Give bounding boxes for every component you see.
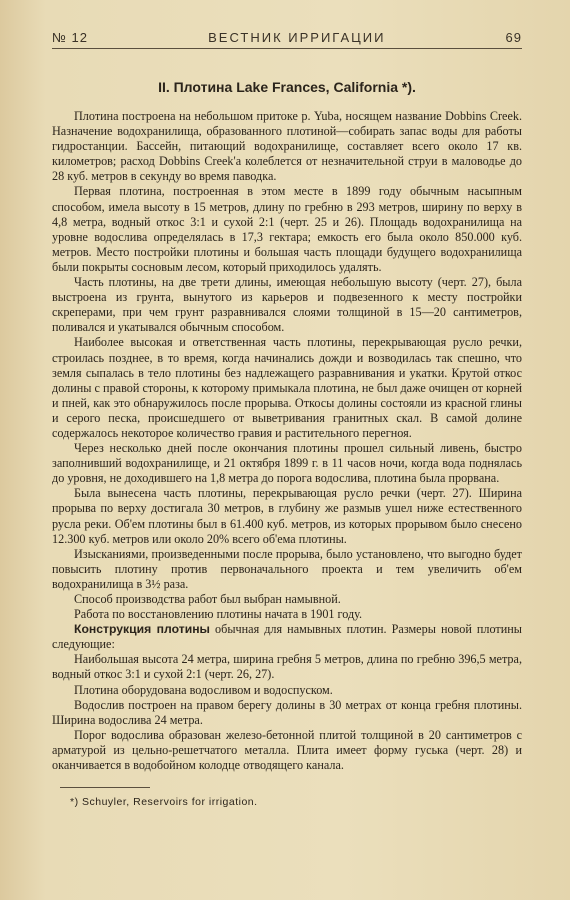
footnote: *) Schuyler, Reservoirs for irrigation.: [70, 796, 258, 809]
journal-title: ВЕСТНИК ИРРИГАЦИИ: [208, 30, 386, 45]
paragraph: Изысканиями, произведенными после прорыва, было установлено, что выгодно будет повысить плотину против первоначального проекта и тем увеличить об'ем водохранилища в 3½ раза.: [52, 546, 522, 591]
paragraph: Плотина построена на небольшом притоке р. Yuba, носящем название Dobbins Creek. Назначение водохранилища, образованного плотиной—собирать запас воды для работы гидростанции. Бассейн, питающий водохранилище, составляет всего около 17 кв. километров; расход Dobbins Creek'а колеблется от незначительной струи в маловодье до 28 куб. метров в секунду во время паводка.: [52, 109, 522, 184]
paragraph: Плотина оборудована водосливом и водоспуском.: [74, 682, 333, 697]
article-body: [52, 109, 522, 773]
construction-paragraph: [52, 622, 522, 652]
section-title: II. Плотина Lake Frances, California *).: [158, 79, 416, 95]
paragraph: Через несколько дней после окончания плотины прошел сильный ливень, быстро заполнивший водохранилище, и 21 октября 1899 г. в 11 часов ночи, когда вода поднялась до уровня, не доходившего на 1,8 метра до порога водослива, плотина была прорвана.: [52, 441, 522, 486]
paragraph: Водослив построен на правом берегу долины в 30 метрах от конца гребня плотины. Ширина водослива 24 метра.: [52, 697, 522, 727]
paragraph: Часть плотины, на две трети длины, имеющая небольшую высоту (черт. 27), была выстроена из грунта, вынутого из карьеров и подвезенного к месту постройки скреперами, при чем грунт разравнивался слоями толщиной в 15—20 сантиметров, поливался и укатывался обычным способом.: [52, 275, 522, 335]
construction-lead: обычная для намывных плотин. Размеры новой плотины следующие:: [52, 622, 522, 652]
paragraph: Первая плотина, построенная в этом месте в 1899 году обычным насыпным способом, имела высоту в 15 метров, длину по гребню в 293 метров, ширину по верху в 4,8 метра, водный откос 3:1 и сухой 2:1 (черт. 25 и 26). Площадь водохранилища на уровне водослива определялась в 17,3 гектара; емкость его была около 850.000 куб. метров. Место постройки плотины и большая часть площади будущего водохранилища были покрыты сосновым лесом, который приходилось удалять.: [52, 184, 522, 274]
paragraph: Наиболее высокая и ответственная часть плотины, перекрывающая русло речки, строилась позднее, в то время, когда начинались дожди и возводилась так спешно, что земля сыпалась в тело плотины без надлежащего разравнивания и укатки. Крутой откос долины с правой стороны, к которому примыкала плотина, не был даже очищен от корней и пней, как это обнаружилось после прорыва. Откосы долины состояли из красной глины и серого песка, происшедшего от выветривания гранитных скал. В самой долине содержалось некоторое количество гравия и растительного перегноя.: [52, 335, 522, 440]
paragraph: Была вынесена часть плотины, перекрывающая русло речки (черт. 27). Ширина прорыва по верху достигала 30 метров, в глубину же размыв ушел ниже естественного русла реки. Об'ем плотины был в 61.400 куб. метров, из которых прорывом было снесено 12.300 куб. метров или около 20% всего об'ема плотины.: [52, 486, 522, 546]
page-number: 69: [505, 30, 522, 45]
paragraph: Работа по восстановлению плотины начата в 1901 году.: [74, 607, 363, 622]
paragraph: Наибольшая высота 24 метра, ширина гребня 5 метров, длина по гребню 396,5 метра, водный откос 3:1 и сухой 2:1 (черт. 26, 27).: [52, 652, 522, 682]
running-header: [52, 30, 522, 49]
issue-number: № 12: [52, 30, 89, 45]
paragraph: Порог водослива образован железо-бетонной плитой толщиной в 20 сантиметров с арматурой из цельно-решетчатого металла. Плита имеет форму гуська (черт. 28) и оканчивается в водобойном колодце отводящего канала.: [52, 727, 522, 773]
paragraph: Способ производства работ был выбран намывной.: [74, 592, 341, 606]
construction-heading: Конструкция плотины: [74, 622, 210, 637]
footnote-divider: [60, 787, 150, 788]
